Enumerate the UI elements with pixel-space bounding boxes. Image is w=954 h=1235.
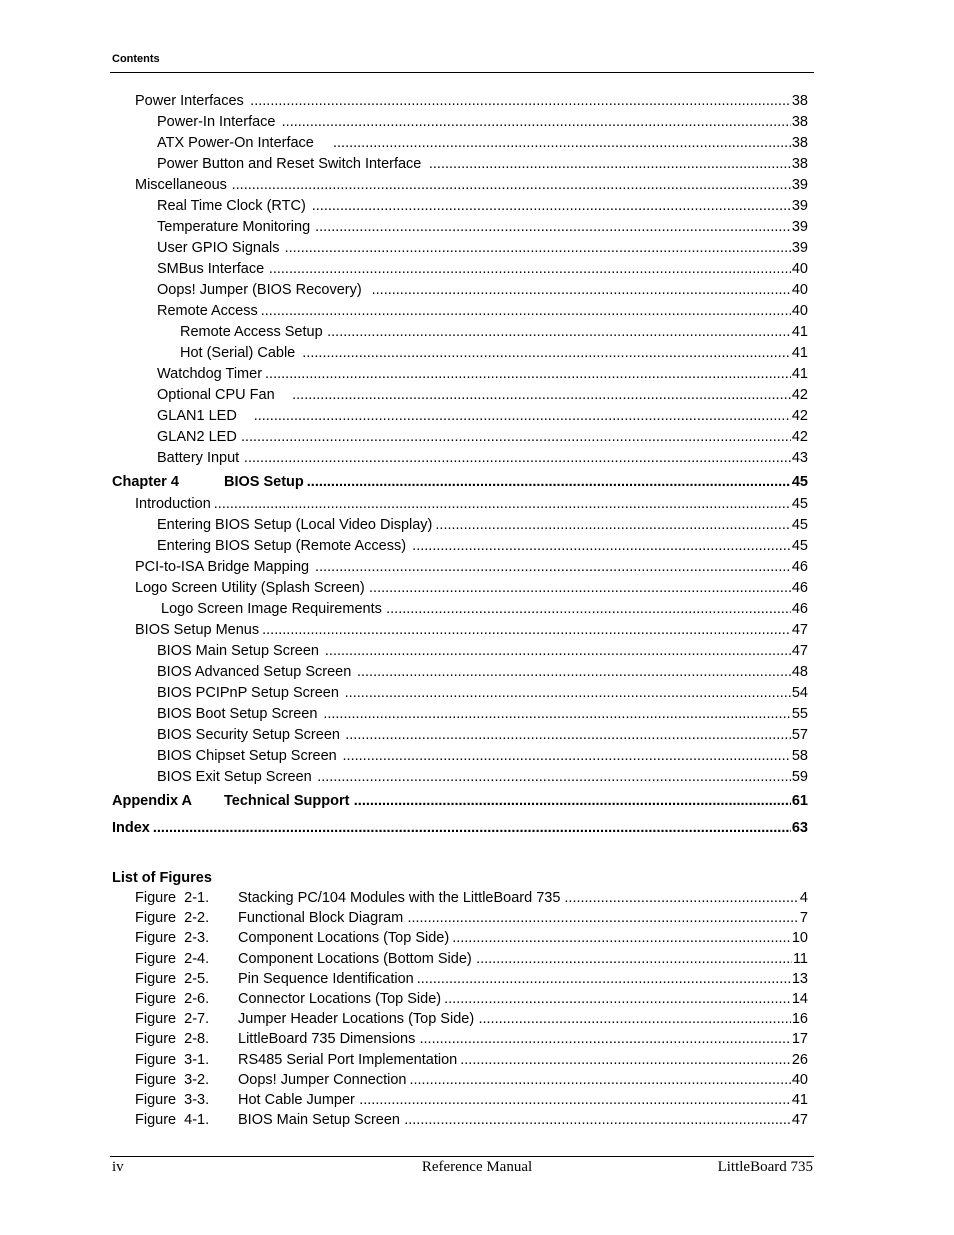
toc-entry-title: Entering BIOS Setup (Local Video Display) — [157, 517, 433, 533]
figure-entry-label: Figure 2-4. — [135, 950, 210, 967]
toc-entry-page: 38 — [791, 135, 808, 151]
figure-entry-page: 4 — [799, 890, 808, 906]
toc-entry-page: 55 — [791, 706, 808, 722]
toc-leader-dots — [265, 366, 791, 382]
toc-leader-dots — [261, 303, 791, 319]
toc-entry-title: Remote Access Setup — [180, 324, 323, 340]
toc-entry-page: 46 — [791, 559, 808, 575]
toc-entry-title: Power Button and Reset Switch Interface — [157, 156, 422, 172]
toc-entry-title: BIOS Boot Setup Screen — [157, 706, 318, 722]
figure-entry-page: 17 — [791, 1031, 808, 1048]
toc-entry-title: Miscellaneous — [135, 177, 227, 193]
figure-entry-label: Figure 2-6. — [135, 991, 210, 1007]
figure-entry-page: 26 — [791, 1051, 808, 1068]
figure-entry[interactable] — [135, 930, 808, 950]
figure-leader-dots — [419, 1031, 790, 1047]
toc-entry-title: GLAN2 LED — [157, 429, 237, 445]
figure-entry-title: Oops! Jumper Connection — [238, 1071, 407, 1088]
toc-entry-title: Temperature Monitoring — [157, 219, 311, 235]
toc-leader-dots — [343, 748, 791, 764]
figure-entry-label: Figure 2-5. — [135, 970, 210, 987]
toc-entry-page: 42 — [791, 429, 808, 445]
toc-entry[interactable] — [157, 366, 808, 386]
figure-entry-page: 47 — [791, 1112, 808, 1129]
toc-entry[interactable] — [135, 496, 808, 516]
toc-entry-page: 39 — [791, 198, 808, 214]
toc-entry[interactable] — [157, 387, 808, 407]
toc-entry[interactable] — [157, 769, 808, 789]
toc-leader-dots — [327, 324, 791, 340]
toc-entry[interactable] — [161, 601, 808, 621]
toc-leader-dots — [302, 345, 791, 361]
toc-entry-title: Introduction — [135, 496, 211, 512]
figure-leader-dots — [359, 1092, 791, 1108]
toc-entry[interactable] — [157, 643, 808, 663]
toc-entry-title: Remote Access — [157, 303, 258, 319]
toc-entry-title: Entering BIOS Setup (Remote Access) — [157, 538, 407, 554]
toc-entry-title: BIOS Chipset Setup Screen — [157, 748, 337, 764]
toc-entry[interactable] — [135, 622, 808, 642]
toc-entry-title: Power Interfaces — [135, 93, 244, 109]
toc-leader-dots — [435, 517, 790, 533]
figure-entry-title: Component Locations (Top Side) — [238, 930, 450, 947]
figure-entry-label: Figure 2-7. — [135, 1011, 210, 1028]
toc-entry-title: BIOS Advanced Setup Screen — [157, 664, 352, 680]
toc-entry[interactable] — [157, 748, 808, 768]
figure-entry-label: Figure 2-3. — [135, 930, 210, 947]
toc-entry-page: 63 — [791, 820, 808, 836]
figure-entry-label: Figure 3-2. — [135, 1071, 210, 1088]
toc-entry-page: 39 — [791, 240, 808, 256]
toc-entry-page: 38 — [791, 156, 808, 172]
footer-rule — [110, 1156, 814, 1157]
footer-document-title: Reference Manual — [421, 1159, 533, 1175]
toc-leader-dots — [357, 664, 791, 680]
figure-leader-dots — [407, 910, 798, 926]
toc-leader-dots — [241, 429, 791, 445]
toc-entry-page: 41 — [791, 345, 808, 361]
toc-entry[interactable] — [180, 345, 808, 365]
toc-entry-page: 46 — [791, 601, 808, 617]
toc-entry-title: Power-In Interface — [157, 114, 276, 130]
toc-entry-page: 46 — [791, 580, 808, 596]
figure-entry[interactable] — [135, 1112, 808, 1132]
figure-entry-page: 14 — [791, 991, 808, 1007]
toc-entry-title: BIOS Setup Menus — [135, 622, 260, 638]
toc-entry-title: SMBus Interface — [157, 261, 265, 277]
figure-leader-dots — [460, 1052, 791, 1068]
toc-entry[interactable] — [157, 198, 808, 218]
toc-leader-dots — [345, 685, 791, 701]
toc-leader-dots — [323, 706, 791, 722]
figure-leader-dots — [452, 930, 791, 946]
toc-leader-dots — [254, 408, 791, 424]
toc-entry-title: Hot (Serial) Cable — [180, 345, 296, 361]
figure-entry[interactable] — [135, 910, 808, 930]
toc-leader-dots — [282, 114, 791, 130]
toc-entry-page: 40 — [791, 261, 808, 277]
toc-entry-page: 45 — [791, 496, 808, 512]
toc-leader-dots — [315, 559, 791, 575]
toc-leader-dots — [386, 601, 791, 617]
figure-entry-page: 13 — [791, 970, 808, 987]
toc-entry-title: GLAN1 LED — [157, 408, 237, 424]
toc-entry-page: 45 — [791, 538, 808, 554]
toc-entry[interactable] — [157, 261, 808, 281]
figure-entry-page: 40 — [791, 1071, 808, 1088]
toc-entry-label: Chapter 4 — [112, 474, 179, 490]
toc-entry-title: Optional CPU Fan — [157, 387, 275, 403]
toc-leader-dots — [285, 240, 791, 256]
figure-entry-title: Component Locations (Bottom Side) — [238, 950, 472, 967]
toc-entry-title: Technical Support — [224, 793, 350, 809]
toc-entry[interactable] — [157, 727, 808, 747]
toc-entry-title: BIOS Exit Setup Screen — [157, 769, 312, 785]
toc-entry-page: 61 — [791, 793, 808, 809]
toc-leader-dots — [232, 177, 791, 193]
toc-entry-page: 42 — [791, 387, 808, 403]
figure-entry[interactable] — [135, 890, 808, 910]
toc-leader-dots — [315, 219, 791, 235]
toc-entry[interactable] — [157, 303, 808, 323]
toc-leader-dots — [369, 580, 791, 596]
toc-entry-page: 42 — [791, 408, 808, 424]
figure-entry-label: Figure 3-1. — [135, 1051, 210, 1068]
toc-leader-dots — [244, 450, 791, 466]
toc-entry[interactable] — [157, 282, 808, 302]
toc-leader-dots — [250, 93, 791, 109]
toc-leader-dots — [345, 727, 791, 743]
toc-entry[interactable] — [135, 559, 808, 579]
toc-entry[interactable] — [112, 793, 808, 813]
footer-product-name: LittleBoard 735 — [717, 1159, 813, 1175]
toc-entry-title: User GPIO Signals — [157, 240, 280, 256]
toc-entry-title: Watchdog Timer — [157, 366, 263, 382]
toc-entry-page: 59 — [791, 769, 808, 785]
header-rule — [110, 72, 814, 73]
toc-entry-title: PCI-to-ISA Bridge Mapping — [135, 559, 310, 575]
toc-leader-dots — [312, 198, 791, 214]
toc-leader-dots — [262, 622, 791, 638]
toc-entry-title: Logo Screen Utility (Splash Screen) — [135, 580, 365, 596]
figure-entry-page: 11 — [792, 950, 808, 967]
toc-entry-page: 57 — [791, 727, 808, 743]
toc-entry-page: 39 — [791, 177, 808, 193]
toc-leader-dots — [307, 474, 791, 490]
toc-entry-page: 58 — [791, 748, 808, 764]
toc-entry[interactable] — [157, 408, 808, 428]
toc-entry[interactable] — [157, 240, 808, 260]
figure-leader-dots — [478, 1011, 790, 1027]
toc-entry[interactable] — [157, 219, 808, 239]
toc-entry[interactable] — [157, 517, 808, 537]
figure-entry-page: 41 — [791, 1092, 808, 1108]
toc-entry-title: Index — [112, 820, 150, 836]
figure-entry-title: Hot Cable Jumper — [238, 1092, 355, 1108]
toc-leader-dots — [412, 538, 791, 554]
figure-leader-dots — [409, 1072, 790, 1088]
figure-entry-label: Figure 3-3. — [135, 1092, 210, 1108]
figure-entry[interactable] — [135, 1052, 808, 1072]
figure-entry-label: Figure 2-1. — [135, 890, 210, 906]
toc-leader-dots — [325, 643, 791, 659]
toc-leader-dots — [333, 135, 791, 151]
toc-leader-dots — [214, 496, 791, 512]
figure-leader-dots — [564, 890, 799, 906]
toc-entry[interactable] — [135, 93, 808, 113]
toc-entry[interactable] — [112, 474, 808, 494]
toc-entry-title: BIOS Main Setup Screen — [157, 643, 319, 659]
toc-entry-page: 38 — [791, 114, 808, 130]
figure-entry-page: 10 — [791, 930, 808, 947]
toc-leader-dots — [372, 282, 791, 298]
toc-entry[interactable] — [135, 580, 808, 600]
figure-entry[interactable] — [135, 971, 808, 991]
toc-entry-label: Appendix A — [112, 793, 193, 809]
toc-entry[interactable] — [135, 177, 808, 197]
toc-entry[interactable] — [157, 135, 808, 155]
figure-entry-page: 7 — [799, 910, 808, 927]
toc-entry-title: BIOS Setup — [224, 474, 304, 490]
figure-entry[interactable] — [135, 1011, 808, 1031]
figure-entry-label: Figure 2-8. — [135, 1031, 210, 1048]
toc-leader-dots — [153, 820, 791, 836]
toc-entry[interactable] — [157, 429, 808, 449]
toc-entry-title: Logo Screen Image Requirements — [161, 601, 382, 617]
toc-entry-title: BIOS PCIPnP Setup Screen — [157, 685, 339, 701]
figure-entry-page: 16 — [791, 1011, 808, 1028]
figure-entry-label: Figure 4-1. — [135, 1112, 210, 1129]
toc-leader-dots — [317, 769, 791, 785]
toc-entry-title: ATX Power-On Interface — [157, 135, 314, 151]
toc-entry[interactable] — [180, 324, 808, 344]
figure-leader-dots — [444, 991, 791, 1007]
figure-entry-label: Figure 2-2. — [135, 910, 210, 927]
toc-entry-page: 47 — [791, 643, 808, 659]
figure-entry[interactable] — [135, 951, 808, 971]
toc-leader-dots — [269, 261, 791, 277]
toc-entry-page: 54 — [791, 685, 808, 701]
toc-entry-title: Battery Input — [157, 450, 240, 466]
toc-entry[interactable] — [157, 538, 808, 558]
page-header-title: Contents — [112, 53, 160, 65]
toc-leader-dots — [429, 156, 791, 172]
toc-entry[interactable] — [157, 706, 808, 726]
toc-entry-page: 41 — [791, 324, 808, 340]
footer-page-number: iv — [112, 1159, 124, 1175]
figure-leader-dots — [476, 951, 792, 967]
toc-entry-page: 41 — [791, 366, 808, 382]
toc-entry-title: Real Time Clock (RTC) — [157, 198, 306, 214]
figure-entry[interactable] — [135, 1031, 808, 1051]
toc-entry-page: 45 — [791, 517, 808, 533]
toc-entry[interactable] — [157, 664, 808, 684]
figure-entry-title: Stacking PC/104 Modules with the LittleBoard 735 — [238, 890, 561, 906]
figure-leader-dots — [404, 1112, 791, 1128]
toc-entry-page: 47 — [791, 622, 808, 638]
figure-entry-title: RS485 Serial Port Implementation — [238, 1051, 458, 1068]
figure-entry-title: LittleBoard 735 Dimensions — [238, 1031, 416, 1048]
figure-entry[interactable] — [135, 1092, 808, 1112]
toc-entry[interactable] — [157, 114, 808, 134]
toc-entry-title: Oops! Jumper (BIOS Recovery) — [157, 282, 362, 298]
figure-entry[interactable] — [135, 991, 808, 1011]
toc-entry-page: 38 — [791, 93, 808, 109]
list-of-figures-heading: List of Figures — [112, 870, 212, 886]
figure-entry-title: Pin Sequence Identification — [238, 970, 414, 987]
toc-entry-page: 48 — [791, 664, 808, 680]
toc-entry-page: 40 — [791, 282, 808, 298]
toc-entry-page: 43 — [791, 450, 808, 466]
figure-entry-title: Functional Block Diagram — [238, 910, 404, 927]
figure-entry[interactable] — [135, 1072, 808, 1092]
toc-entry-page: 40 — [791, 303, 808, 319]
toc-entry[interactable] — [112, 820, 808, 840]
toc-entry-page: 39 — [791, 219, 808, 235]
toc-entry[interactable] — [157, 156, 808, 176]
toc-entry[interactable] — [157, 685, 808, 705]
toc-leader-dots — [292, 387, 791, 403]
figure-entry-title: BIOS Main Setup Screen — [238, 1112, 400, 1129]
figure-entry-title: Connector Locations (Top Side) — [238, 991, 442, 1007]
toc-entry-page: 45 — [791, 474, 808, 490]
toc-leader-dots — [354, 793, 791, 809]
toc-entry[interactable] — [157, 450, 808, 470]
toc-entry-title: BIOS Security Setup Screen — [157, 727, 340, 743]
figure-leader-dots — [417, 971, 791, 987]
figure-entry-title: Jumper Header Locations (Top Side) — [238, 1011, 475, 1028]
